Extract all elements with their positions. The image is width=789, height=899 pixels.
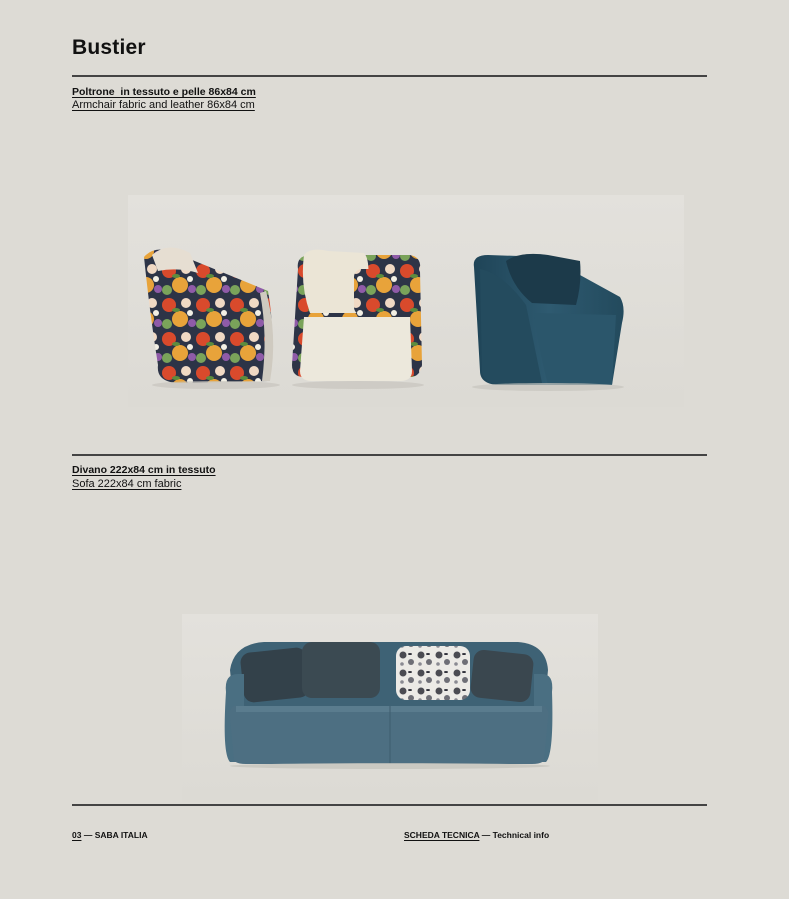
sofa-photo <box>182 614 598 802</box>
armchair-caption-italian: Poltrone in tessuto e pelle 86x84 cm <box>72 86 256 98</box>
armchair-caption-english: Armchair fabric and leather 86x84 cm <box>72 99 255 111</box>
page-title: Bustier <box>72 36 146 59</box>
blue-fabric-sofa <box>225 642 553 769</box>
floral-cream-armchair-front <box>292 250 424 389</box>
footer-section <box>404 830 549 840</box>
brand-name: — SABA ITALIA <box>81 830 148 840</box>
footer-brand <box>72 830 148 840</box>
header-divider <box>72 75 707 77</box>
sofa-caption-italian: Divano 222x84 cm in tessuto <box>72 464 216 476</box>
page-number: 03 <box>72 830 82 840</box>
section-label: SCHEDA TECNICA <box>404 830 480 840</box>
armchairs-photo <box>128 195 684 407</box>
section-divider <box>72 454 707 456</box>
sofa-caption-english: Sofa 222x84 cm fabric <box>72 478 182 490</box>
footer-divider <box>72 804 707 806</box>
section-suffix: — Technical info <box>479 830 550 840</box>
